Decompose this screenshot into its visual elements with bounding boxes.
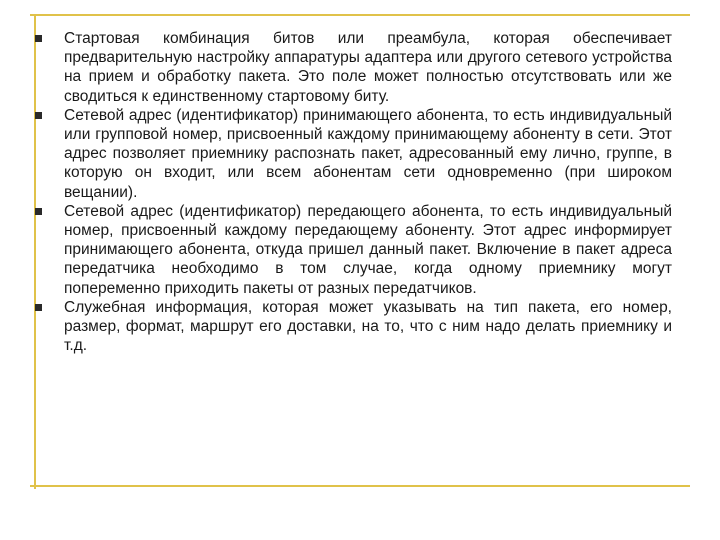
list-item-text: Сетевой адрес (идентификатор) принимающего абонента, то есть индивидуальный или групповой номер, присвоенный каждому принимающему абоненту в сети. Этот адрес позволяет приемнику распознать пакет, адресованный ему лично, группе, в которую он входит, или всем абонентам сети одновременно (при широком вещании).: [64, 106, 672, 201]
list-item-text: Стартовая комбинация битов или преамбула, которая обеспечивает предварительную настройку аппаратуры адаптера или другого сетевого устройства на прием и обработку пакета. Это поле может полностью отсутствовать или же сводиться к единственному стартовому биту.: [64, 30, 672, 105]
square-bullet-icon: [35, 112, 42, 119]
list-item-text: Служебная информация, которая может указывать на тип пакета, его номер, размер, формат, маршрут его доставки, на то, что с ним надо делать приемнику и т.д.: [64, 298, 672, 355]
list-item: [32, 202, 672, 298]
list-item: [32, 106, 672, 202]
bullet-list: [32, 29, 672, 355]
list-item: [32, 29, 672, 106]
top-divider-line: [30, 14, 690, 16]
list-item-text: Сетевой адрес (идентификатор) передающего абонента, то есть индивидуальный номер, присвоенный каждому передающему абоненту. Этот адрес информирует принимающего абонента, откуда пришел данный пакет. Включение в пакет адреса передатчика необходимо в том случае, когда одному приемнику могут попеременно приходить пакеты от разных передатчиков.: [64, 202, 672, 297]
square-bullet-icon: [35, 304, 42, 311]
square-bullet-icon: [35, 35, 42, 42]
list-item: [32, 298, 672, 356]
square-bullet-icon: [35, 208, 42, 215]
bottom-divider-line: [30, 485, 690, 487]
